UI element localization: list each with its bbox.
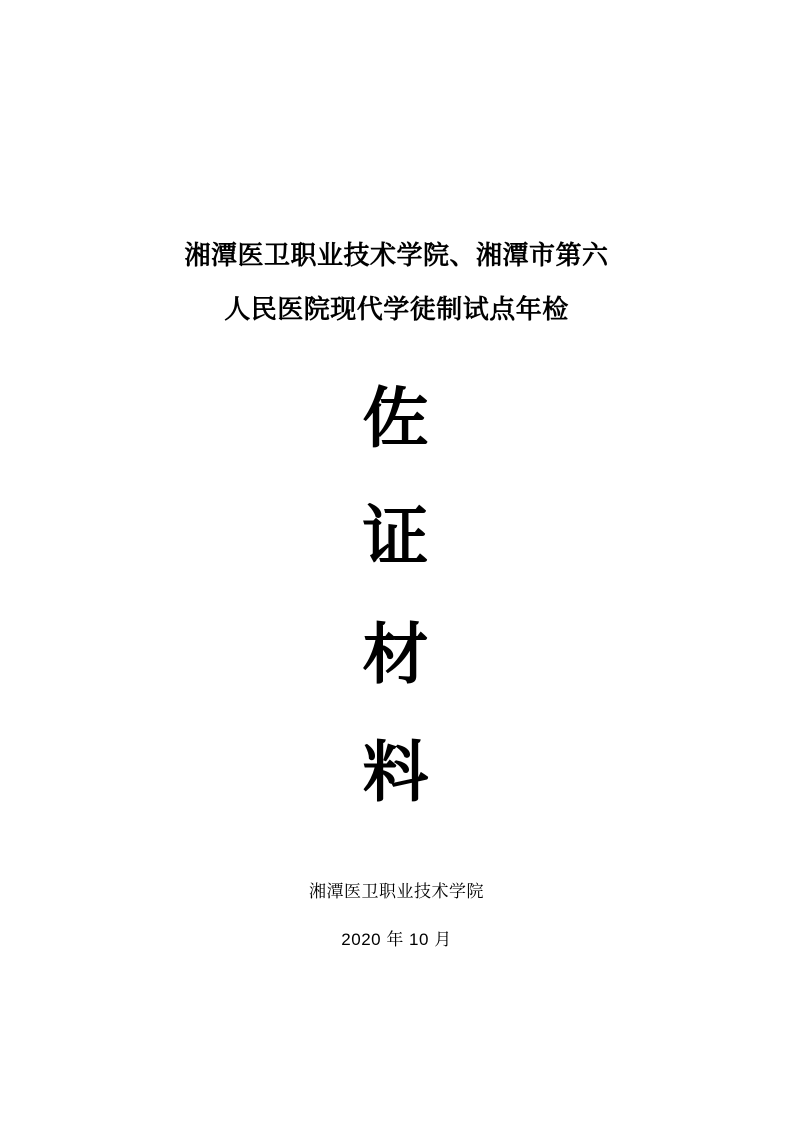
title-line-1: 湘潭医卫职业技术学院、湘潭市第六 [184,240,609,270]
document-footer [96,868,697,964]
heading-char-3: 材 [362,616,431,693]
heading-char-1: 佐 [362,380,431,457]
footer-date: 2020 年 10 月 [341,930,452,949]
document-heading-vertical [96,360,697,832]
heading-char-2: 证 [362,498,431,575]
heading-char-4: 料 [362,734,431,811]
title-line-2: 人民医院现代学徒制试点年检 [224,294,569,324]
footer-organization: 湘潭医卫职业技术学院 [309,882,484,901]
document-title [96,228,697,336]
